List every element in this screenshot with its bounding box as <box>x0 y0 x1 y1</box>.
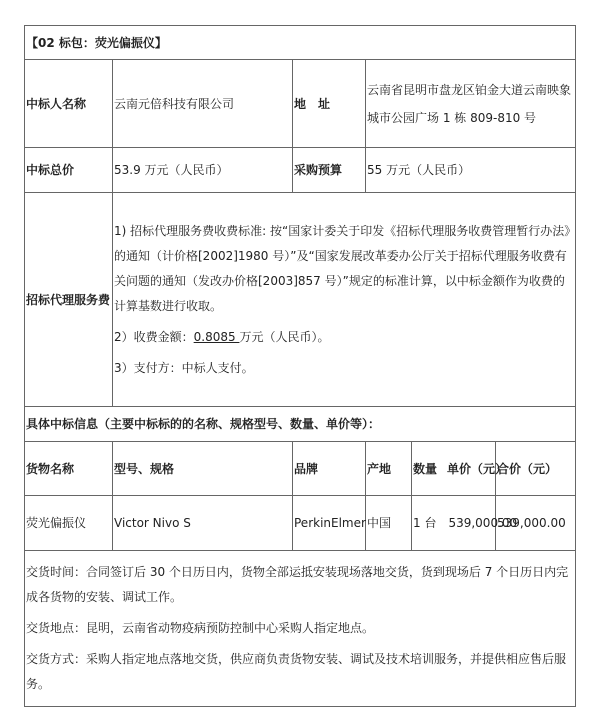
winner-row <box>25 60 576 148</box>
items-header-row <box>25 442 576 496</box>
total-price-value: 53.9 万元（人民币） <box>113 148 293 193</box>
address-label: 地 址 <box>293 60 366 148</box>
price-row <box>25 148 576 193</box>
fee-amount <box>114 325 574 350</box>
bid-result-table <box>24 25 576 707</box>
item-brand: PerkinElmer <box>293 496 366 551</box>
col-header-quantity-text: 数量 <box>413 461 438 476</box>
agency-fee-label: 招标代理服务费 <box>25 193 113 407</box>
address-value: 云南省昆明市盘龙区铂金大道云南映象城市公园广场 1 栋 809-810 号 <box>366 60 576 148</box>
package-title-row <box>25 26 576 60</box>
col-header-brand: 品牌 <box>293 442 366 496</box>
item-origin: 中国 <box>366 496 412 551</box>
item-unit-price: 539,000.00 <box>448 516 518 530</box>
winner-label: 中标人名称 <box>25 60 113 148</box>
item-quantity: 1 台 <box>413 516 437 530</box>
fee-standard: 1) 招标代理服务费收费标准: 按“国家计委关于印发《招标代理服务收费管理暂行办法》的通知（计价格[2002]1980 号）”及“国家发展改革委办公厅关于招标代理服务收费有关问题的通知（发改办价格[2003]857 号）”规定的标准计算，以中标金额作为收费的计算基数进行收取。 <box>114 223 571 313</box>
col-header-unit-price: 单价（元） <box>447 461 508 476</box>
item-total-price: 539,000.00 <box>496 496 576 551</box>
delivery-time: 交货时间：合同签订后 30 个日历日内，货物全部运抵安装现场落地交货，货到现场后 7 个日历日内完成各货物的安装、调试工作。 <box>26 565 569 604</box>
fee-amount-suffix: 万元（人民币）。 <box>239 329 330 344</box>
delivery-place: 交货地点：昆明，云南省动物疫病预防控制中心采购人指定地点。 <box>26 621 375 635</box>
detail-heading: 具体中标信息（主要中标标的的名称、规格型号、数量、单价等）： <box>25 407 576 442</box>
fee-amount-value: 0.8085 <box>193 329 240 344</box>
table-row <box>25 496 576 551</box>
budget-label: 采购预算 <box>293 148 366 193</box>
col-header-origin: 产地 <box>366 442 412 496</box>
agency-fee-content <box>113 193 576 407</box>
delivery-method: 交货方式：采购人指定地点落地交货，供应商负责货物安装、调试及技术培训服务，并提供相应售后服务。 <box>26 652 567 691</box>
item-qty-price <box>412 496 518 551</box>
delivery-content <box>25 551 576 707</box>
total-price-label: 中标总价 <box>25 148 113 193</box>
detail-heading-row <box>25 407 576 442</box>
winner-value: 云南元倍科技有限公司 <box>113 60 293 148</box>
package-title: 【02 标包：荧光偏振仪】 <box>25 26 576 60</box>
col-header-model: 型号、规格 <box>113 442 293 496</box>
item-model: Victor Nivo S <box>113 496 293 551</box>
col-header-name: 货物名称 <box>25 442 113 496</box>
item-name: 荧光偏振仪 <box>25 496 113 551</box>
agency-fee-row <box>25 193 576 407</box>
fee-payment: 3）支付方：中标人支付。 <box>114 360 254 375</box>
fee-amount-prefix: 2）收费金额： <box>114 329 194 344</box>
delivery-row <box>25 551 576 707</box>
col-header-total-price: 合价（元） <box>496 442 576 496</box>
col-header-quantity <box>412 442 508 496</box>
budget-value: 55 万元（人民币） <box>366 148 576 193</box>
